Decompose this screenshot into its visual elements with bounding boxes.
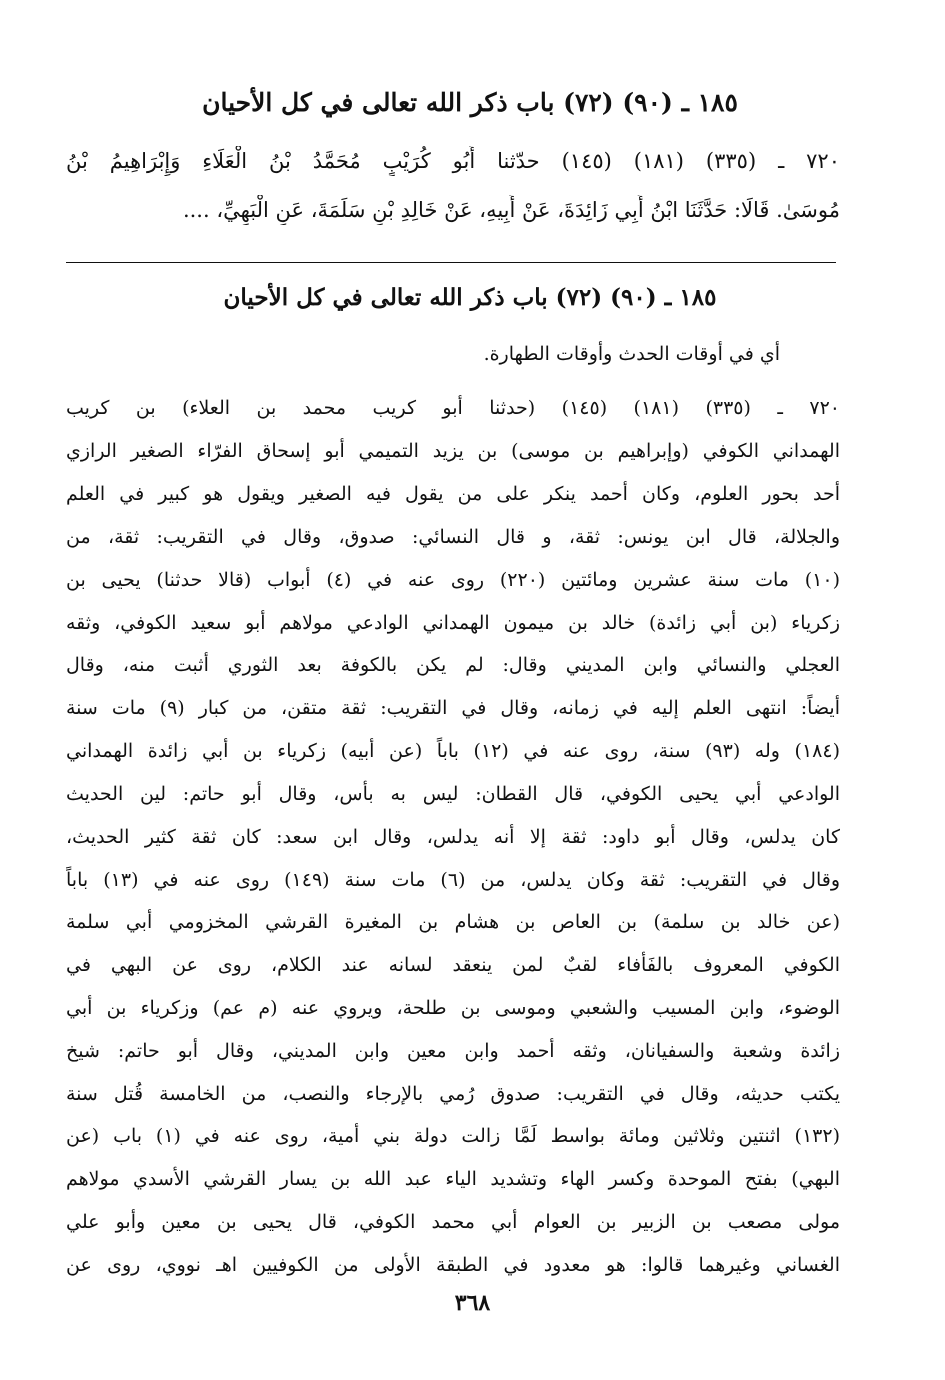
commentary-line: الغساني وغيرهما قالوا: هو معدود في الطبقة الأولى من الكوفيين اهـ نووي، روى عن: [66, 1254, 840, 1276]
chapter-title-text: ١٨٥ ـ (٩٠) (٧٢) باب ذكر الله تعالى في كل الأحيان: [202, 88, 738, 117]
page-number: ٣٦٨: [454, 1290, 491, 1316]
commentary-line: الوضوء، وابن المسيب والشعبي وموسى بن طلحة، ويروي عنه (م عم) وزكرياء بن أبي: [66, 997, 840, 1019]
commentary-line: (١٣٢) اثنتين وثلاثين ومائة بواسط لَمَّا زالت دولة بني أمية، روى عنه في (١) باب (عن: [66, 1125, 840, 1147]
commentary-line: يكتب حديثه، وقال في التقريب: صدوق رُمي بالإرجاء والنصب، من الخامسة قُتل سنة: [66, 1083, 840, 1105]
commentary-line: أحد بحور العلوم، وكان أحمد ينكر على من يقول فيه الصغير ويقول هو كبير في العلم: [66, 483, 840, 505]
commentary-line: (١٨٤) وله (٩٣) سنة، روى عنه في (١٢) باباً (عن أبيه) زكرياء بن أبي زائدة الهمداني: [66, 740, 840, 762]
commentary-line: العجلي والنسائي وابن المديني وقال: لم يكن بالكوفة بعد الثوري أثبت منه، وقال: [66, 654, 840, 676]
separator-rule: [66, 262, 836, 263]
commentary-intro: أي في أوقات الحدث وأوقات الطهارة.: [483, 343, 780, 365]
commentary-chapter-title: ١٨٥ ـ (٩٠) (٧٢) باب ذكر الله تعالى في كل الأحيان: [223, 284, 717, 311]
commentary-line: (عن خالد بن سلمة) بن العاص بن هشام بن المغيرة القرشي المخزومي أبي سلمة: [66, 911, 840, 933]
commentary-line: كان يدلس، وقال أبو داود: ثقة إلا أنه يدلس، وقال ابن سعد: كان ثقة كثير الحديث،: [66, 826, 840, 848]
commentary-line: (١٠) مات سنة عشرين ومائتين (٢٢٠) روى عنه في (٤) أبواب (قالا حدثنا) يحيى بن: [66, 569, 840, 591]
commentary-line: الوادعي أبي يحيى الكوفي، قال القطان: ليس به بأس، وقال أبو حاتم: لين الحديث: [66, 783, 840, 805]
commentary-line: والجلالة، قال ابن يونس: ثقة، و قال النسائي: صدوق، وقال في التقريب: ثقة، من: [66, 526, 840, 548]
commentary-line: الهمداني الكوفي (وإبراهيم بن موسى) بن يزيد التميمي أبو إسحاق الفرّاء الصغير الرازي: [66, 440, 840, 462]
hadith-text-line-1: ٧٢٠ ـ (٣٣٥) (١٨١) (١٤٥) حدّثنا أَبُو كُرَيْبٍ مُحَمَّدُ بْنُ الْعَلَاءِ وَإِبْرَاهِيمُ بْنُ: [66, 149, 840, 173]
commentary-line: البهي) بفتح الموحدة وكسر الهاء وتشديد الياء عبد الله بن يسار القرشي الأسدي مولاهم: [66, 1168, 840, 1190]
commentary-line: أيضاً: انتهى العلم إليه في زمانه، وقال في التقريب: ثقة متقن، من كبار (٩) مات سنة: [66, 697, 840, 719]
commentary-line: مولى مصعب بن الزبير بن العوام أبي محمد الكوفي، قال يحيى بن معين وأبو علي: [66, 1211, 840, 1233]
hadith-text-line-2: مُوسَىٰ. قَالَا: حَدَّثَنَا ابْنُ أَبِي زَائِدَةَ، عَنْ أَبِيهِ، عَنْ خَالِدِ بْنِ سَلَمَةَ، عَنِ الْبَهِيِّ، ....: [182, 198, 840, 222]
commentary-line: زائدة وشعبة والسفيانان، وثقه أحمد وابن معين وابن المديني، وقال أبو حاتم: شيخ: [66, 1040, 840, 1062]
commentary-line: وقال في التقريب: ثقة وكان يدلس، من (٦) مات سنة (١٤٩) روى عنه في (١٣) باباً: [66, 869, 840, 891]
commentary-line: زكرياء (بن أبي زائدة) خالد بن ميمون الهمداني الوادعي مولاهم أبو سعيد الكوفي، وثقه: [66, 612, 840, 634]
commentary-line: الكوفي المعروف بالفَأْفاء لقبٌ لمن ينعقد لسانه عند الكلام، روى عن البهي في: [66, 954, 840, 976]
commentary-line: ٧٢٠ ـ (٣٣٥) (١٨١) (١٤٥) (حدثنا أبو كريب محمد بن العلاء) بن كريب: [66, 397, 840, 419]
